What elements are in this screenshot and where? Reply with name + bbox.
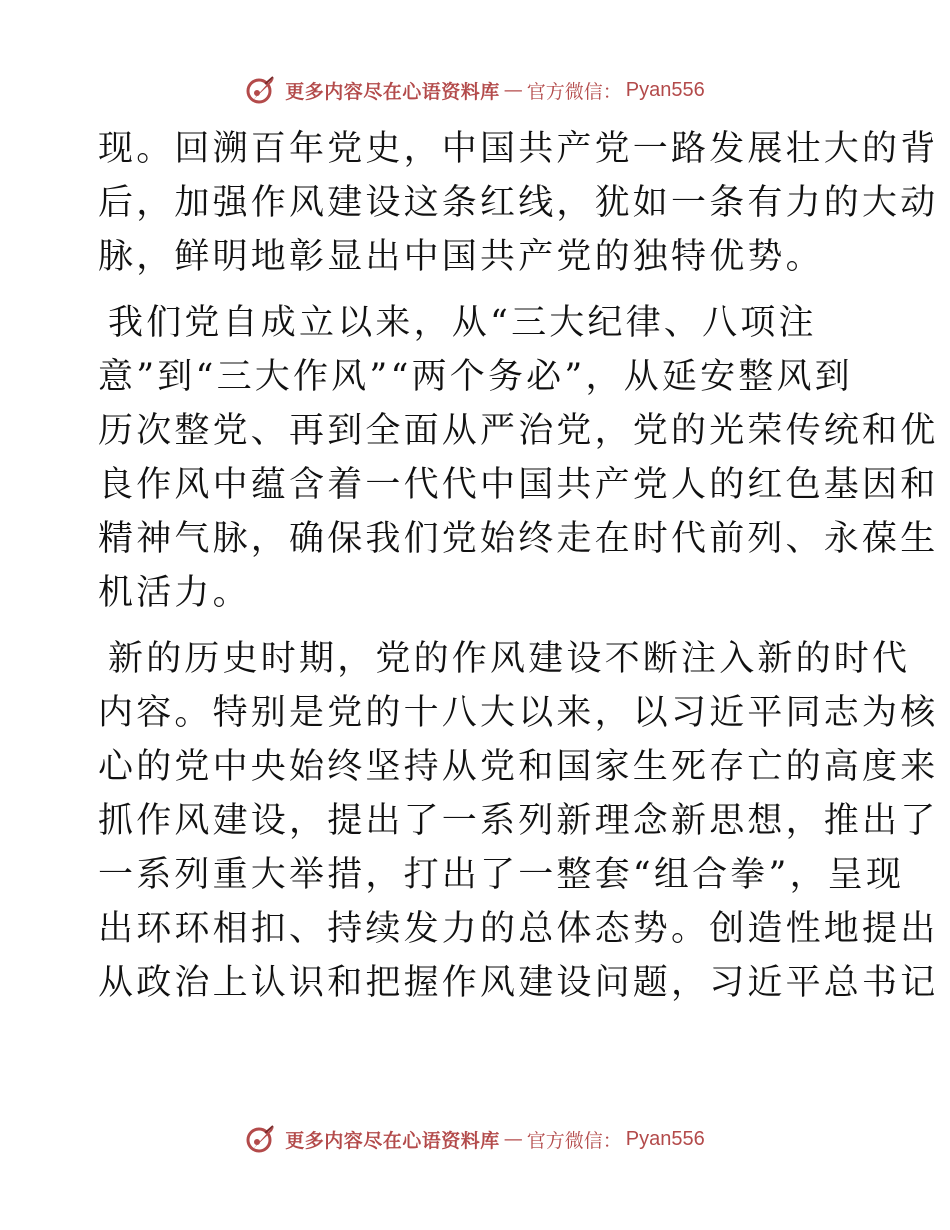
document-body [98,122,939,1022]
text-line: 我们党自成立以来，从“三大纪律、八项注 [108,303,817,343]
header-banner [0,72,950,108]
text-line: 良作风中蕴含着一代代中国共产党人的红色基因和 [98,465,939,505]
footer-banner [0,1121,950,1157]
text-line: 内容。特别是党的十八大以来，以习近平同志为核 [98,693,939,733]
banner-dash: — [503,79,523,101]
quill-logo-icon [245,1123,277,1155]
text-line: 心的党中央始终坚持从党和国家生死存亡的高度来 [98,747,939,787]
paragraph-3 [98,632,939,1010]
banner-wechat-id: Pyan556 [625,1127,705,1150]
paragraph-1 [98,122,939,284]
text-line: 出环环相扣、持续发力的总体态势。创造性地提出 [98,909,939,949]
text-line: 意”到“三大作风”“两个务必”，从延安整风到 [98,357,853,397]
text-line: 脉，鲜明地彰显出中国共产党的独特优势。 [98,237,824,277]
text-line: 历次整党、再到全面从严治党，党的光荣传统和优 [98,411,939,451]
banner-title: 更多内容尽在心语资料库 [285,1129,500,1152]
banner-wechat-id: Pyan556 [625,78,705,101]
banner-wechat-label: 官方微信： [526,80,622,103]
paragraph-2 [98,296,939,620]
text-line: 现。回溯百年党史，中国共产党一路发展壮大的背 [98,129,939,169]
text-line: 后，加强作风建设这条红线，犹如一条有力的大动 [98,183,939,223]
banner-dash: — [503,1128,523,1150]
text-line: 一系列重大举措，打出了一整套“组合拳”，呈现 [98,855,905,895]
text-line: 抓作风建设，提出了一系列新理念新思想，推出了 [98,801,939,841]
text-line: 机活力。 [98,573,251,613]
text-line: 精神气脉，确保我们党始终走在时代前列、永葆生 [98,519,939,559]
text-line: 新的历史时期，党的作风建设不断注入新的时代 [108,639,911,679]
banner-wechat-label: 官方微信： [526,1129,622,1152]
banner-title: 更多内容尽在心语资料库 [285,80,500,103]
quill-logo-icon [245,74,277,106]
text-line: 从政治上认识和把握作风建设问题，习近平总书记 [98,963,939,1003]
